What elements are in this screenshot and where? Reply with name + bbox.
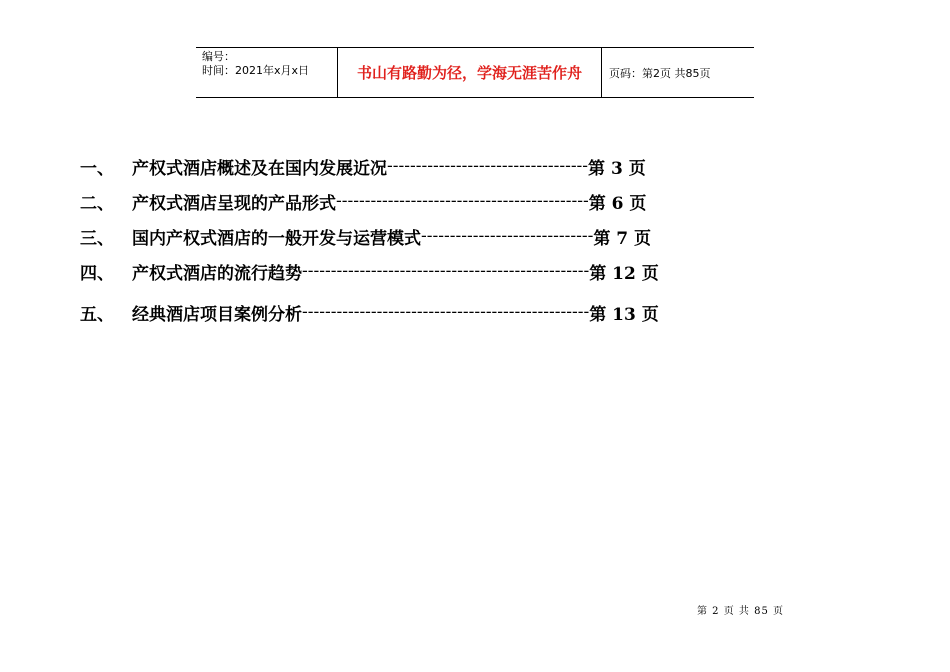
number-label: 编号： [202, 50, 235, 63]
toc-page: 第 3 页 [588, 158, 646, 179]
toc-page: 第 7 页 [593, 228, 651, 249]
toc-number: 二、 [80, 193, 114, 214]
toc-page: 第 6 页 [588, 193, 647, 214]
toc-item[interactable] [80, 224, 651, 248]
header-page-code: 页码：第2页 共85页 [609, 66, 711, 80]
toc-leader: ------------------------------ [421, 226, 594, 246]
toc-title: 产权式酒店呈现的产品形式 [132, 193, 336, 214]
toc-title: 经典酒店项目案例分析 [132, 304, 302, 325]
header-meta [196, 48, 338, 97]
toc-number: 三、 [80, 228, 114, 249]
toc-item[interactable] [80, 259, 659, 283]
toc-number: 一、 [80, 158, 114, 179]
toc-item[interactable] [80, 154, 646, 178]
toc-page: 第 12 页 [589, 263, 659, 284]
toc-title: 国内产权式酒店的一般开发与运营模式 [132, 228, 421, 249]
toc-title: 产权式酒店概述及在国内发展近况 [132, 158, 387, 179]
toc-item[interactable] [80, 189, 646, 213]
toc-title: 产权式酒店的流行趋势 [132, 263, 302, 284]
header-motto: 书山有路勤为径，学海无涯苦作舟 [338, 48, 602, 97]
toc-leader: ----------------------------------- [387, 156, 589, 176]
page-header [196, 47, 754, 98]
time-label: 时间：2021年x月x日 [202, 64, 310, 77]
toc-item[interactable] [80, 300, 659, 324]
toc-leader: -------------------------------------------------- [302, 302, 590, 322]
toc-leader: -------------------------------------------- [336, 191, 589, 211]
toc-page: 第 13 页 [589, 304, 659, 325]
toc-number: 五、 [80, 304, 114, 325]
page-footer: 第 2 页 共 85 页 [697, 606, 784, 617]
toc-number: 四、 [80, 263, 114, 284]
toc-leader: -------------------------------------------------- [302, 261, 590, 281]
